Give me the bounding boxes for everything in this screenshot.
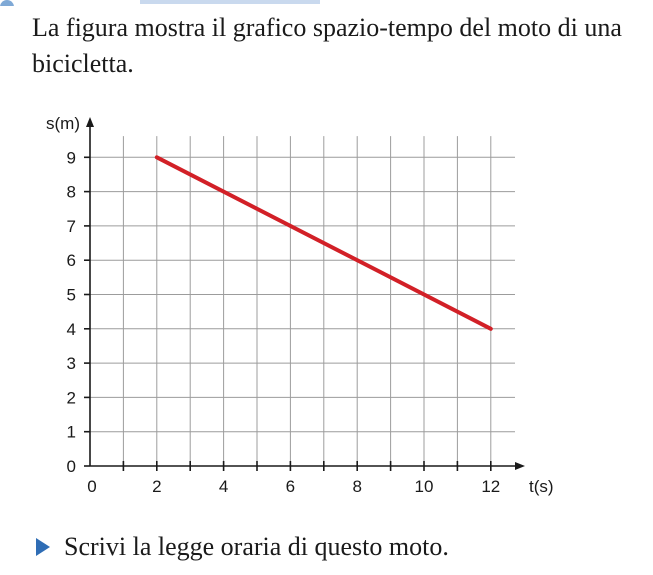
y-axis-label: s(m) xyxy=(46,114,80,133)
x-tick-label: 6 xyxy=(285,477,296,496)
problem-statement: La figura mostra il grafico spazio-tempo del moto di una bicicletta. xyxy=(32,13,622,78)
x-tick-label: 2 xyxy=(152,477,162,496)
y-tick-label: 0 xyxy=(66,457,76,476)
question xyxy=(36,530,449,564)
grid-lines xyxy=(90,136,515,466)
arrow-bullet-icon xyxy=(36,538,50,556)
y-axis-arrow-icon xyxy=(86,117,94,127)
y-tick-label: 2 xyxy=(66,388,76,408)
x-tick-label: 8 xyxy=(352,477,362,496)
y-tick-label: 7 xyxy=(66,216,76,236)
y-tick-label: 6 xyxy=(66,251,76,271)
x-tick-label: 0 xyxy=(87,477,97,496)
x-axis-label: t(s) xyxy=(529,477,554,496)
x-tick-label: 12 xyxy=(481,477,501,496)
y-tick-label: 4 xyxy=(66,319,76,339)
y-tick-label: 3 xyxy=(66,354,76,374)
x-tick-label: 4 xyxy=(218,477,229,496)
y-tick-label: 5 xyxy=(66,285,76,305)
x-axis-arrow-icon xyxy=(515,462,525,470)
y-tick-label: 8 xyxy=(66,182,76,202)
tick-labels xyxy=(67,148,501,496)
x-tick-label: 10 xyxy=(414,477,434,496)
y-tick-label: 1 xyxy=(66,422,76,442)
y-tick-label: 9 xyxy=(66,148,76,168)
question-text: Scrivi la legge oraria di questo moto. xyxy=(64,532,449,561)
